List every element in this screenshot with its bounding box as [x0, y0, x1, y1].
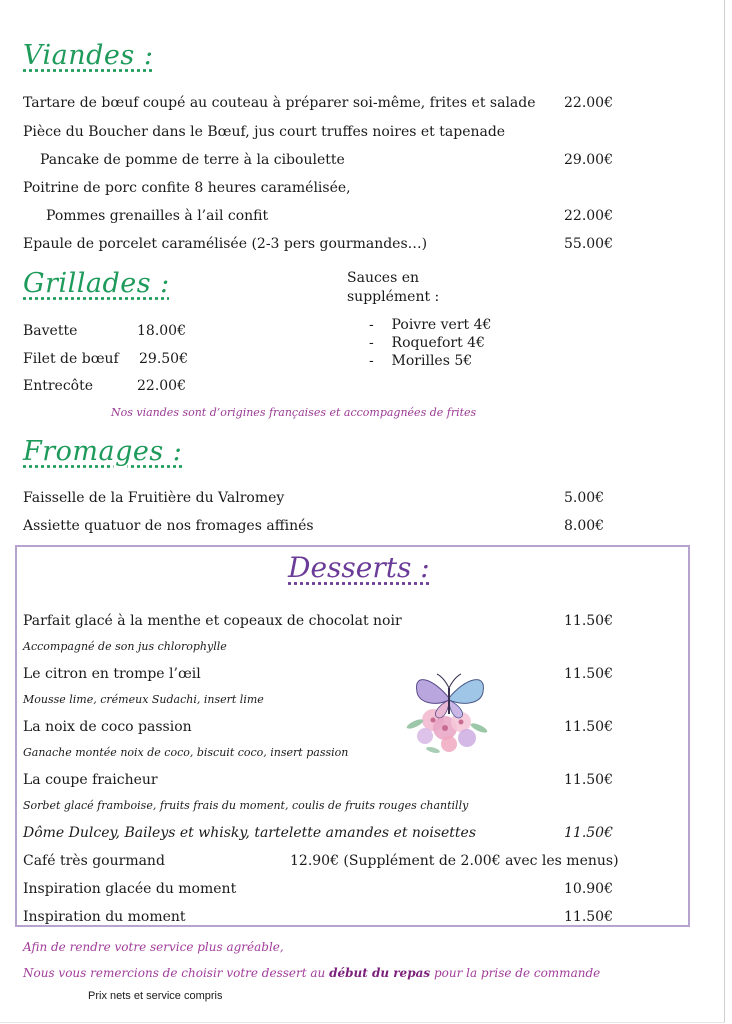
- dessert-price-3: 11.50€: [564, 719, 613, 735]
- grillade-price-1: 18.00€: [137, 323, 186, 339]
- dessert-price-1: 11.50€: [564, 613, 613, 629]
- dessert-desc-2: Mousse lime, crémeux Sudachi, insert lime: [23, 693, 264, 706]
- viandes-item-4: Poitrine de porc confite 8 heures caramélisée,: [23, 180, 351, 196]
- dessert-name-1: Parfait glacé à la menthe et copeaux de chocolat noir: [23, 613, 402, 629]
- viandes-price-6: 55.00€: [564, 236, 613, 252]
- footer-prices-note: Prix nets et service compris: [88, 990, 223, 1002]
- viandes-item-1: Tartare de bœuf coupé au couteau à préparer soi-même, frites et salade: [23, 95, 536, 111]
- dessert-name-5: Dôme Dulcey, Baileys et whisky, tartelette amandes et noisettes: [23, 825, 477, 841]
- sauces-title-line1: Sauces en: [347, 270, 420, 286]
- viandes-item-5: Pommes grenailles à l’ail confit: [46, 208, 269, 224]
- viandes-heading: Viandes :: [23, 40, 154, 71]
- dessert-price-7: 10.90€: [564, 881, 613, 897]
- grillade-price-2: 29.50€: [139, 351, 188, 367]
- desserts-frame: [15, 545, 690, 927]
- sauce-label-3: Morilles 5€: [391, 353, 473, 369]
- dessert-price-4: 11.50€: [564, 772, 613, 788]
- grillade-name-1: Bavette: [23, 323, 78, 339]
- fromages-item-1: Faisselle de la Fruitière du Valromey: [23, 490, 285, 506]
- viandes-price-5: 22.00€: [564, 208, 613, 224]
- dessert-name-8: Inspiration du moment: [23, 909, 186, 925]
- dessert-price-2: 11.50€: [564, 666, 613, 682]
- sauce-label-1: Poivre vert 4€: [391, 317, 492, 333]
- fromages-heading: Fromages :: [23, 436, 183, 467]
- dessert-price-5: 11.50€: [564, 825, 613, 841]
- viandes-origin-note: Nos viandes sont d’origines françaises et accompagnées de frites: [111, 406, 477, 419]
- dessert-name-6: Café très gourmand: [23, 853, 165, 869]
- fromages-price-1: 5.00€: [564, 490, 605, 506]
- footer-line-2-bold: début du repas: [329, 966, 431, 980]
- sauce-item-2: - Roquefort 4€: [369, 335, 485, 351]
- viandes-item-2: Pièce du Boucher dans le Bœuf, jus court truffes noires et tapenade: [23, 124, 506, 140]
- fromages-item-2: Assiette quatuor de nos fromages affinés: [23, 518, 314, 534]
- desserts-heading: Desserts :: [288, 551, 430, 584]
- dessert-name-7: Inspiration glacée du moment: [23, 881, 237, 897]
- footer-line-2-start: Nous vous remercions de choisir votre dessert au: [23, 966, 330, 980]
- viandes-item-3: Pancake de pomme de terre à la ciboulette: [40, 152, 345, 168]
- dessert-desc-3: Ganache montée noix de coco, biscuit coco, insert passion: [23, 746, 349, 759]
- grillades-heading: Grillades :: [23, 268, 170, 299]
- sauce-item-3: - Morilles 5€: [369, 353, 473, 369]
- grillade-name-2: Filet de bœuf: [23, 351, 119, 367]
- dessert-price-6: 12.90€ (Supplément de 2.00€ avec les menus): [290, 853, 619, 869]
- footer-line-2: [23, 966, 600, 980]
- grillade-price-3: 22.00€: [137, 378, 186, 394]
- viandes-price-1: 22.00€: [564, 95, 613, 111]
- grillade-name-3: Entrecôte: [23, 378, 94, 394]
- dessert-name-3: La noix de coco passion: [23, 719, 192, 735]
- viandes-item-6: Epaule de porcelet caramélisée (2-3 pers gourmandes…): [23, 236, 428, 252]
- dessert-name-4: La coupe fraicheur: [23, 772, 158, 788]
- sauces-title-line2: supplément :: [347, 289, 440, 305]
- dessert-desc-4: Sorbet glacé framboise, fruits frais du moment, coulis de fruits rouges chantilly: [23, 799, 469, 812]
- footer-line-2-end: pour la prise de commande: [430, 966, 601, 980]
- sauce-item-1: - Poivre vert 4€: [369, 317, 492, 333]
- dessert-desc-1: Accompagné de son jus chlorophylle: [23, 640, 227, 653]
- fromages-price-2: 8.00€: [564, 518, 605, 534]
- footer-line-1: Afin de rendre votre service plus agréable,: [23, 940, 284, 954]
- butterfly-flowers-icon: [403, 658, 495, 758]
- dessert-name-2: Le citron en trompe l’œil: [23, 666, 201, 682]
- viandes-price-3: 29.00€: [564, 152, 613, 168]
- sauce-label-2: Roquefort 4€: [391, 335, 485, 351]
- dessert-price-8: 11.50€: [564, 909, 613, 925]
